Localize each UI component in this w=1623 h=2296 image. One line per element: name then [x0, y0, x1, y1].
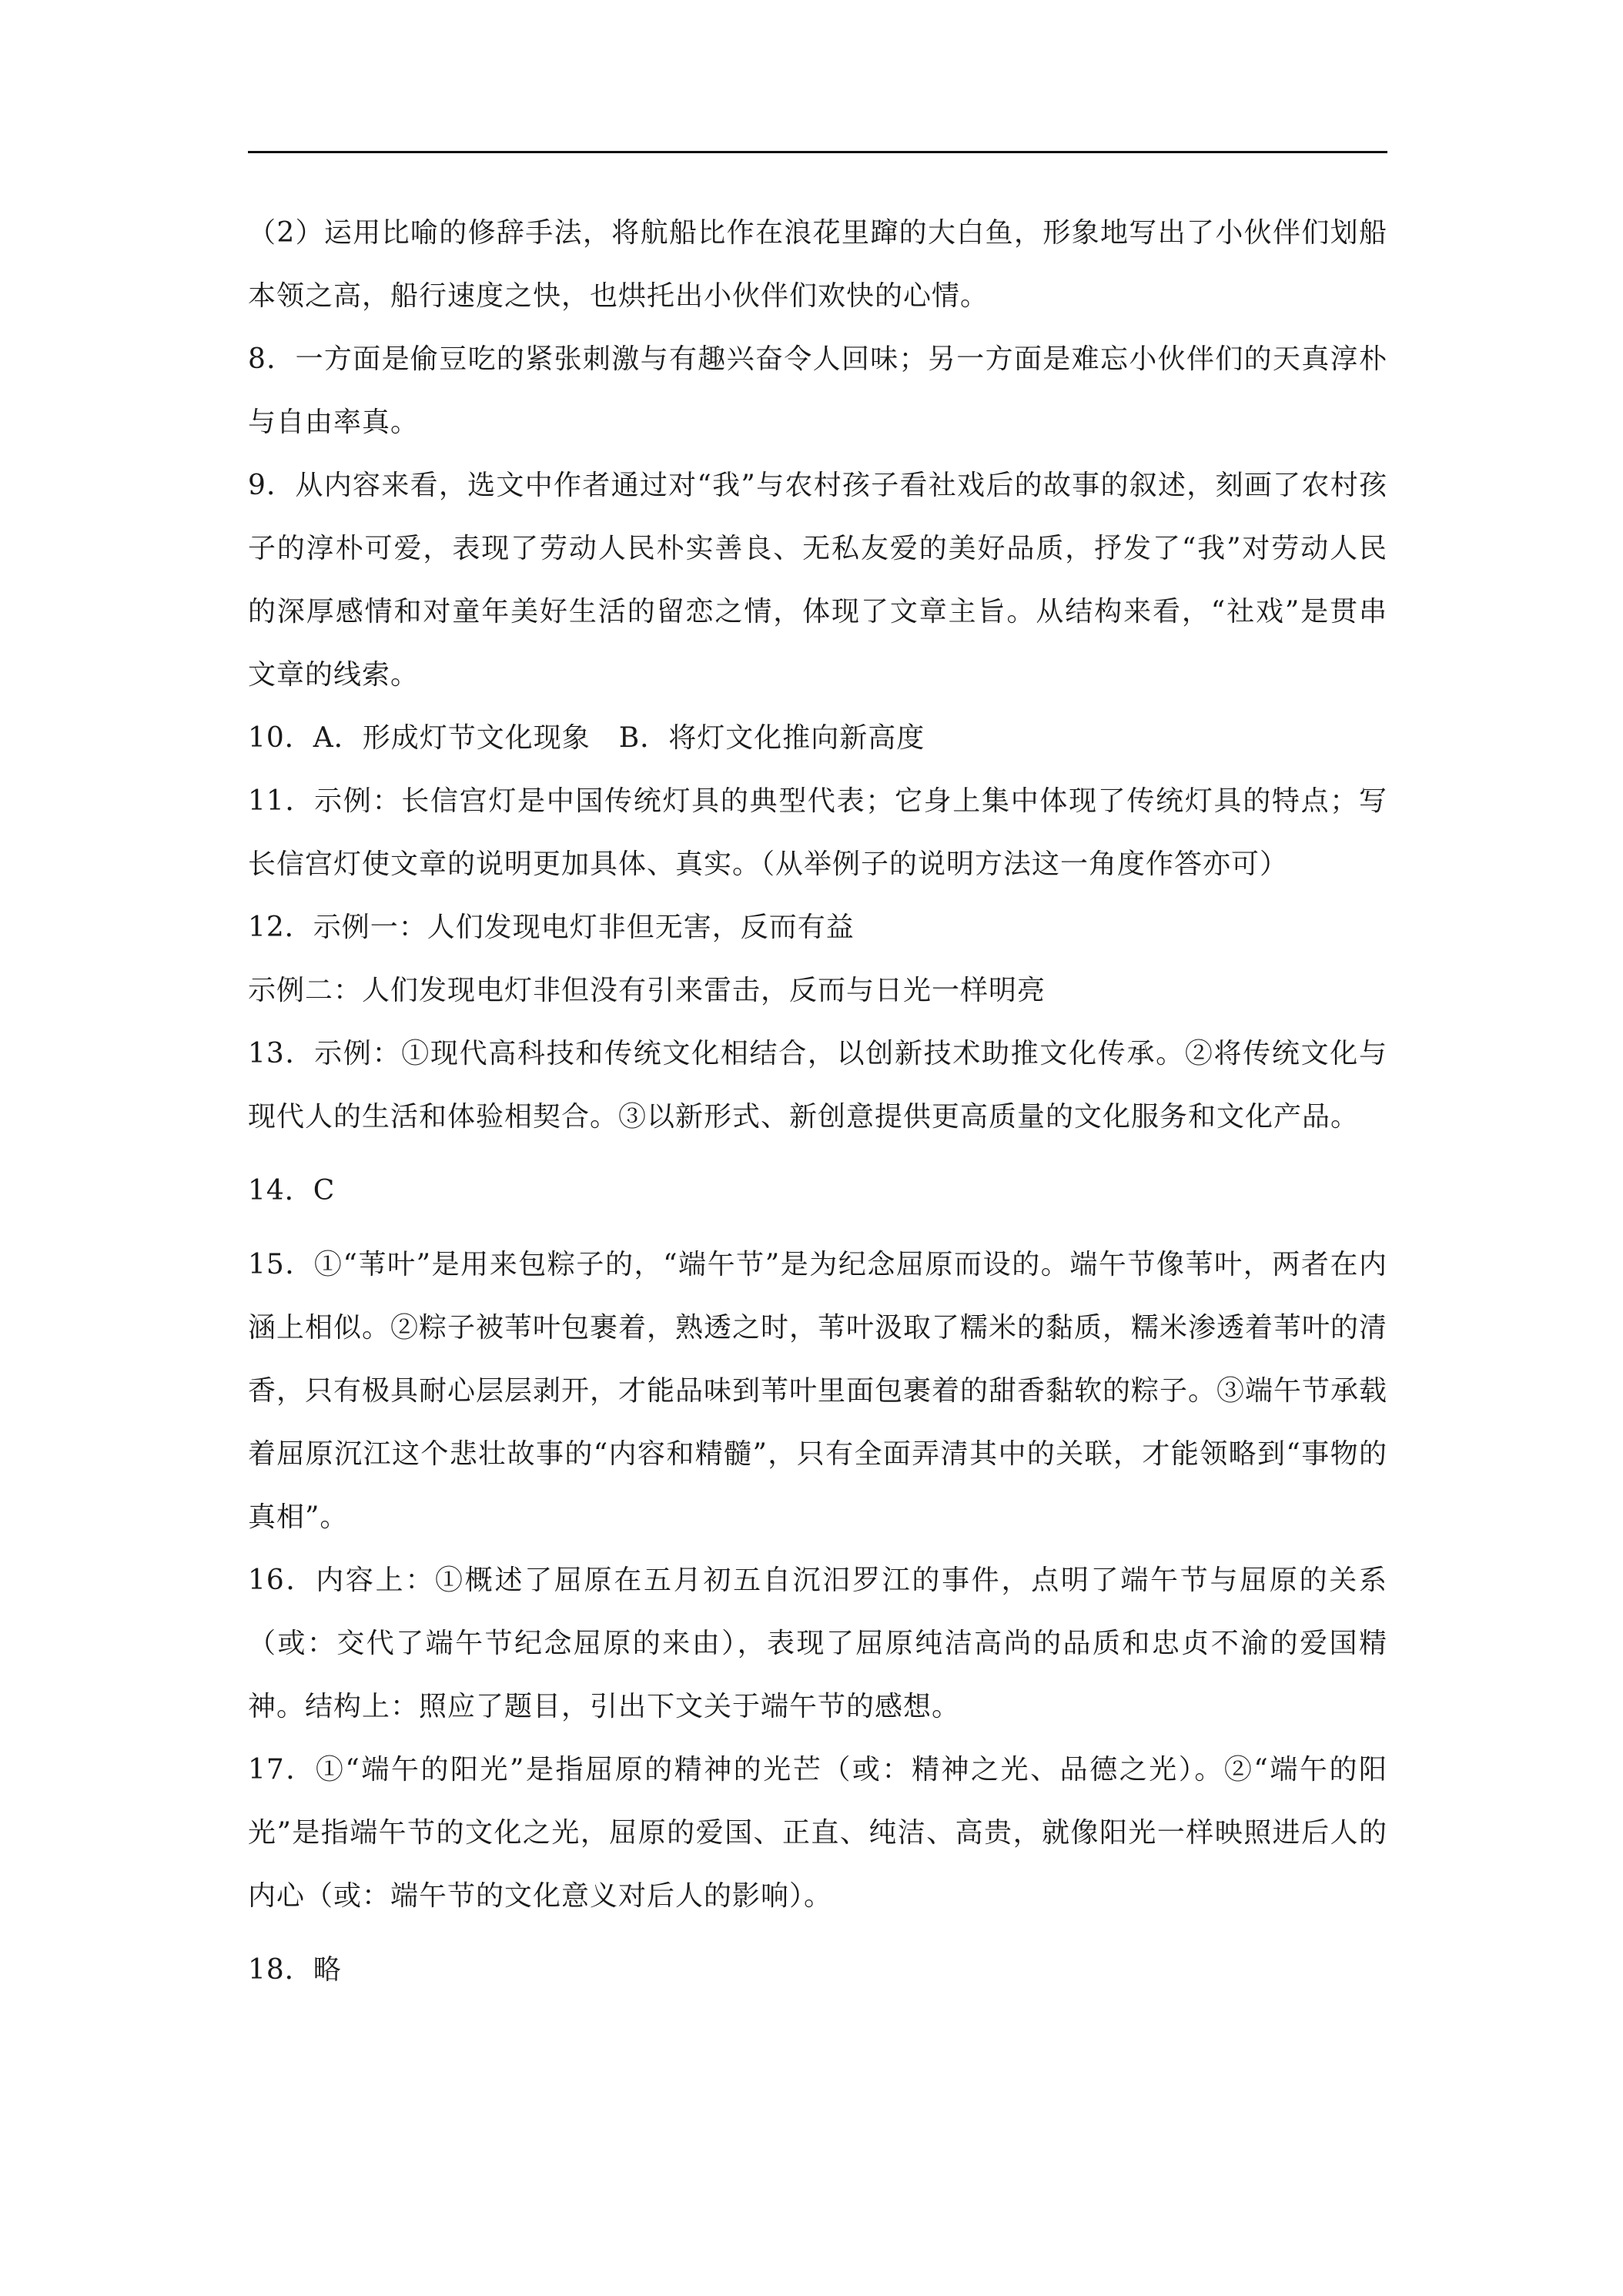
answer-9: 9．从内容来看，选文中作者通过对“我”与农村孩子看社戏后的故事的叙述，刻画了农村孩子的淳朴可爱，表现了劳动人民朴实善良、无私友爱的美好品质，抒发了“我”对劳动人民的深厚感情和对童年美好生活的留恋之情，体现了文章主旨。从结构来看，“社戏”是贯串文章的线索。 [248, 470, 1387, 691]
answer-7-2: （2）运用比喻的修辞手法，将航船比作在浪花里蹿的大白鱼，形象地写出了小伙伴们划船本领之高，船行速度之快，也烘托出小伙伴们欢快的心情。 [248, 217, 1387, 312]
answer-13: 13．示例：①现代高科技和传统文化相结合，以创新技术助推文化传承。②将传统文化与现代人的生活和体验相契合。③以新形式、新创意提供更高质量的文化服务和文化产品。 [248, 1038, 1387, 1133]
answer-10: 10．A．形成灯节文化现象 B．将灯文化推向新高度 [248, 722, 925, 754]
answer-12-example-2: 示例二：人们发现电灯非但没有引来雷击，反而与日光一样明亮 [248, 975, 1046, 1006]
answer-17: 17．①“端午的阳光”是指屈原的精神的光芒（或：精神之光、品德之光）。②“端午的阳光”是指端午节的文化之光，屈原的爱国、正直、纯洁、高贵，就像阳光一样映照进后人的内心（或：端午节的文化意义对后人的影响）。 [248, 1754, 1387, 1912]
answer-18: 18．略 [248, 1954, 342, 1986]
answer-12-example-1: 12．示例一：人们发现电灯非但无害，反而有益 [248, 912, 855, 943]
answer-8: 8．一方面是偷豆吃的紧张刺激与有趣兴奋令人回味；另一方面是难忘小伙伴们的天真淳朴与自由率真。 [248, 343, 1387, 438]
answer-11: 11．示例：长信宫灯是中国传统灯具的典型代表；它身上集中体现了传统灯具的特点；写长信宫灯使文章的说明更加具体、真实。（从举例子的说明方法这一角度作答亦可） [248, 785, 1387, 880]
answer-15: 15．①“苇叶”是用来包粽子的，“端午节”是为纪念屈原而设的。端午节像苇叶，两者在内涵上相似。②粽子被苇叶包裹着，熟透之时，苇叶汲取了糯米的黏质，糯米渗透着苇叶的清香，只有极具耐心层层剥开，才能品味到苇叶里面包裹着的甜香黏软的粽子。③端午节承载着屈原沉江这个悲壮故事的“内容和精髓”，只有全面弄清其中的关联，才能领略到“事物的真相”。 [248, 1249, 1388, 1533]
header-rule [248, 151, 1387, 153]
answer-14: 14．C [248, 1175, 336, 1207]
answer-content [248, 202, 1387, 2002]
answer-16: 16．内容上：①概述了屈原在五月初五自沉汨罗江的事件，点明了端午节与屈原的关系（或：交代了端午节纪念屈原的来由），表现了屈原纯洁高尚的品质和忠贞不渝的爱国精神。结构上：照应了题目，引出下文关于端午节的感想。 [248, 1565, 1387, 1722]
